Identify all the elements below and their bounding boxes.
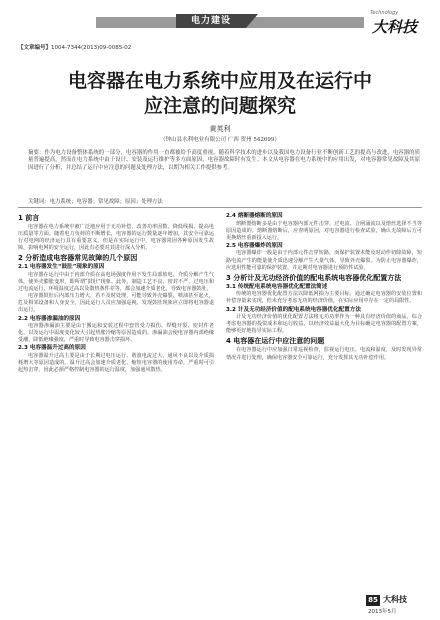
logo-name: 大科技 bbox=[372, 18, 418, 36]
section-heading: 2 分析造成电容器常见故障的几个原因 bbox=[18, 254, 138, 263]
page-number: 85 bbox=[366, 595, 380, 606]
subsection-heading: 3.2 计及无功经济价值的配电系统电容器优化配置方法 bbox=[226, 306, 361, 313]
article-number-label: 【文章编号】 bbox=[18, 45, 52, 51]
page-footer bbox=[366, 593, 426, 615]
article-title-line2: 应注意的问题探究 bbox=[143, 95, 296, 117]
body-paragraph: 电容器温升过高主要是由于长期过电压运行、谐波电流过大、通风不良以及介质损耗增大等原因造成的。温升过高会加速介质老化，缩短电容器的使用寿命，严重时可引起热击穿，因此必须严格控制电容器的运行温度，加强通风散热。 bbox=[18, 353, 214, 374]
section-tab: 电力建设 bbox=[176, 14, 246, 28]
logo-tagline: Technology bbox=[370, 10, 399, 16]
body-paragraph: 传统的电容器优化配置方法以降低网损为主要目标，通过确定电容器的安装位置和补偿容量来实现，但未充分考虑无功的经济价值，在实际应用中存在一定的局限性。 bbox=[226, 291, 422, 305]
body-paragraph: 计及无功经济价值的优化配置方法将无功功率作为一种具有经济价值的商品，综合考虑电容器的投资成本和运行收益，以经济效益最大化为目标确定电容器的配置方案，能够更好地指导实际工程。 bbox=[226, 314, 422, 335]
section-heading: 1 前言 bbox=[18, 214, 40, 222]
page-header bbox=[0, 0, 440, 36]
subsection-heading: 2.3 电容器温升过高的原因 bbox=[18, 345, 86, 352]
body-column-left bbox=[18, 212, 214, 374]
journal-logo bbox=[364, 10, 434, 34]
body-paragraph: 在电容器运行中应加强日常巡视检查，监视运行电压、电流和温度，及时发现异常情况并进行处理，确保电容器安全可靠运行，充分发挥其无功补偿作用。 bbox=[226, 347, 422, 361]
body-paragraph: 电容器鼓肚后内部压力增大，若不及时处理，可能导致外壳爆裂、喷油甚至起火，危及相邻设备和人身安全，因此运行人员应加强巡视，发现鼓肚现象应立即将电容器退出运行。 bbox=[18, 293, 214, 314]
subsection-heading: 2.2 电容器渗漏油的原因 bbox=[18, 315, 81, 322]
issue-date: 2013年5月 bbox=[368, 609, 397, 615]
keywords: 关键词：电力系统；电容器；常见故障；原因；处理方法 bbox=[28, 199, 163, 205]
subsection-heading: 3.1 传统配电系统电容器优化配置法简述 bbox=[226, 283, 328, 290]
subsection-heading: 2.5 电容器爆炸的原因 bbox=[226, 242, 283, 249]
author-affiliation: （钟山县水利电业有限公司 广西 贺州 542699） bbox=[160, 137, 280, 143]
body-paragraph: 电容器在运行中由于内部介质在高电场强度作用下发生局部放电，介质分解产生气体，使外壳膨胀变形，即所谓“鼓肚”现象。此外，制造工艺不良、密封不严、过电压和过电流运行、环境温度过高以及散热条件差等，都会加速介质老化，导致电容器鼓肚。 bbox=[18, 271, 214, 293]
section-divider bbox=[18, 207, 422, 208]
author-name: 黄英利 bbox=[209, 125, 231, 133]
body-column-right bbox=[226, 212, 422, 362]
journal-name: 大科技 bbox=[383, 595, 407, 604]
section-heading: 3 分析计及无功经济价值的配电系统电容器优化配置方法 bbox=[226, 273, 402, 282]
body-paragraph: 电容器渗漏油主要是由于搬运和安装过程中套管受力损伤、焊缝开裂、密封件老化，以及运行中温度变化较大引起热胀冷缩等原因造成的。渗漏油会使电容器内部绝缘受潮，降低绝缘强度，严重时导致电容器击穿损坏。 bbox=[18, 323, 214, 344]
body-paragraph: 电容器在电力系统中被广泛地应用于无功补偿、改善功率因数、降低线损、提高电压质量等方面。随着电力负荷的不断增长，电容器的运行数量逐年增加，其安全可靠运行对电网的经济运行具有重要意义。但是在实际运行中，电容器常因各种原因发生故障，影响电网的安全运行，因此有必要对其进行深入分析。 bbox=[18, 224, 214, 252]
subsection-heading: 2.1 电容器发生“鼓肚”现象的原因 bbox=[18, 264, 105, 271]
section-tab-flag bbox=[246, 14, 258, 28]
subsection-heading: 2.4 熔断器熔断的原因 bbox=[226, 213, 283, 219]
body-paragraph: 熔断器熔断多是由于电容器内部元件击穿、过电流、合闸涌流以及熔丝选择不当等原因造成的。熔断器熔断后，应查明原因，对电容器进行检查试验，确认无故障后方可更换熔丝重新投入运行。 bbox=[226, 220, 422, 241]
abstract: 摘要：作为电力设备整体系统的一部分，电容器的作用一直都被给予高度重视，随着科学技术的进步以及我国电力设备行业不断创新工艺的提高与改进，电容器的质量普遍提高，然而在电力系统中由于设计、安装及运行维护等多方面原因，电容器故障时有发生。本文从电容器在电力系统中的应用出发，对电容器常见故障及其原因进行了分析，并总结了运行中应注意的问题及处理方法，以期为相关工作提供参考。 bbox=[28, 150, 420, 171]
body-paragraph: 电容器爆炸一般是由于内部元件击穿短路，而保护装置未能及时动作切除故障，短路电流产生的能量使介质迅速分解产生大量气体，导致外壳爆裂。为防止电容器爆炸，应选用性能可靠的保护装置，并定期对电容器进行预防性试验。 bbox=[226, 250, 422, 271]
article-title-line1: 电容器在电力系统中应用及在运行中 bbox=[67, 70, 372, 92]
section-heading: 4 电容器在运行中应注意的问题 bbox=[226, 337, 325, 346]
article-number bbox=[18, 43, 131, 51]
article-number-value: 1004-7344(2013)09-0085-02 bbox=[51, 45, 132, 51]
